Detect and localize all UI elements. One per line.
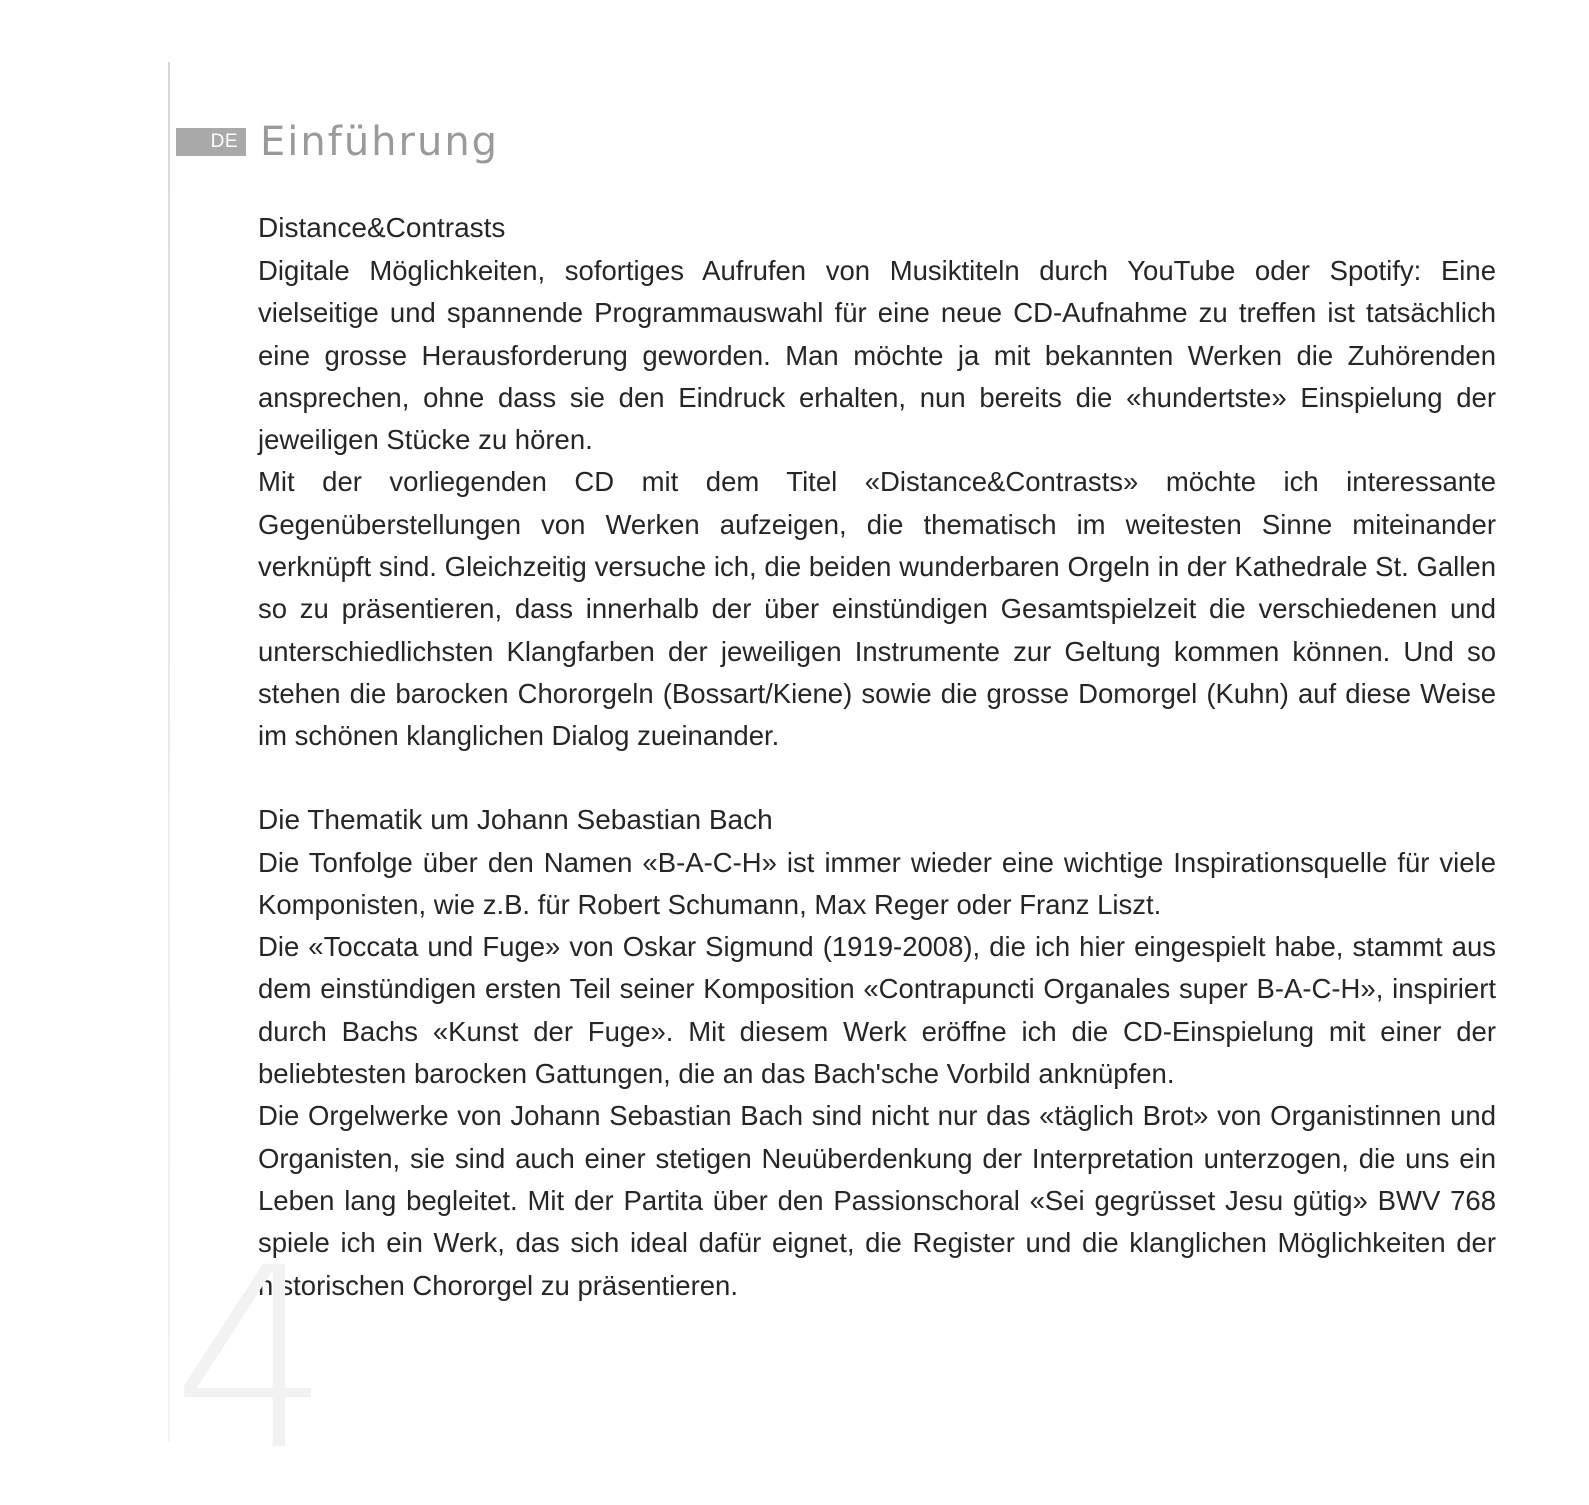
page-number: 4 xyxy=(172,1214,332,1505)
page-header xyxy=(176,112,499,172)
section-bach-thematik xyxy=(258,798,1496,1307)
section-distance-contrasts xyxy=(258,206,1496,758)
paragraph: Die Orgelwerke von Johann Sebastian Bach sind nicht nur das «täglich Brot» von Organistinnen und Organisten, sie sind auch einer stetigen Neuüberdenkung der Interpretation unterzogen, die uns ein Leben lang begleitet. Mit der Partita über den Passionschoral «Sei gegrüsset Jesu gütig» BWV 768 spiele ich ein Werk, das sich ideal dafür eignet, die Register und die klanglichen Möglichkeiten der historischen Chororgel zu präsentieren. xyxy=(258,1100,1496,1301)
section-title: Die Thematik um Johann Sebastian Bach xyxy=(258,803,773,835)
section-title: Distance&Contrasts xyxy=(258,212,506,243)
paragraph: Die «Toccata und Fuge» von Oskar Sigmund (1919-2008), die ich hier eingespielt habe, stammt aus dem einstündigen ersten Teil seiner Komposition «Contrapuncti Organales super B-A-C-H», inspiriert durch Bachs «Kunst der Fuge». Mit diesem Werk eröffne ich die CD-Einspielung mit einer der beliebtesten barocken Gattungen, die an das Bach'sche Vorbild anknüpfen. xyxy=(258,931,1496,1090)
language-badge: DE xyxy=(176,128,246,156)
page-spine-line xyxy=(168,62,170,1442)
paragraph: Mit der vorliegenden CD mit dem Titel «Distance&Contrasts» möchte ich interessante Gegenüberstellungen von Werken aufzeigen, die thematisch im weitesten Sinne miteinander verknüpft sind. Gleichzeitig versuche ich, die beiden wunderbaren Orgeln in der Kathedrale St. Gallen so zu präsentieren, dass innerhalb der über einstündigen Gesamtspielzeit die verschiedenen und unterschiedlichsten Klangfarben der jeweiligen Instrumente zur Geltung kommen können. Und so stehen die barocken Chororgeln (Bossart/Kiene) sowie die grosse Domorgel (Kuhn) auf diese Weise im schönen klanglichen Dialog zueinander. xyxy=(258,466,1496,752)
paragraph: Die Tonfolge über den Namen «B-A-C-H» ist immer wieder eine wichtige Inspirationsquelle für viele Komponisten, wie z.B. für Robert Schumann, Max Reger oder Franz Liszt. xyxy=(258,846,1496,920)
article-body xyxy=(258,206,1496,1307)
page-title: Einführung xyxy=(260,119,500,165)
paragraph: Digitale Möglichkeiten, sofortiges Aufrufen von Musiktiteln durch YouTube oder Spotify: Eine vielseitige und spannende Programmauswahl für eine neue CD-Aufnahme zu treffen ist tatsächlich eine grosse Herausforderung geworden. Man möchte ja mit bekannten Werken die Zuhörenden ansprechen, ohne dass sie den Eindruck erhalten, nun bereits die «hundertste» Einspielung der jeweiligen Stücke zu hören. xyxy=(258,255,1496,456)
